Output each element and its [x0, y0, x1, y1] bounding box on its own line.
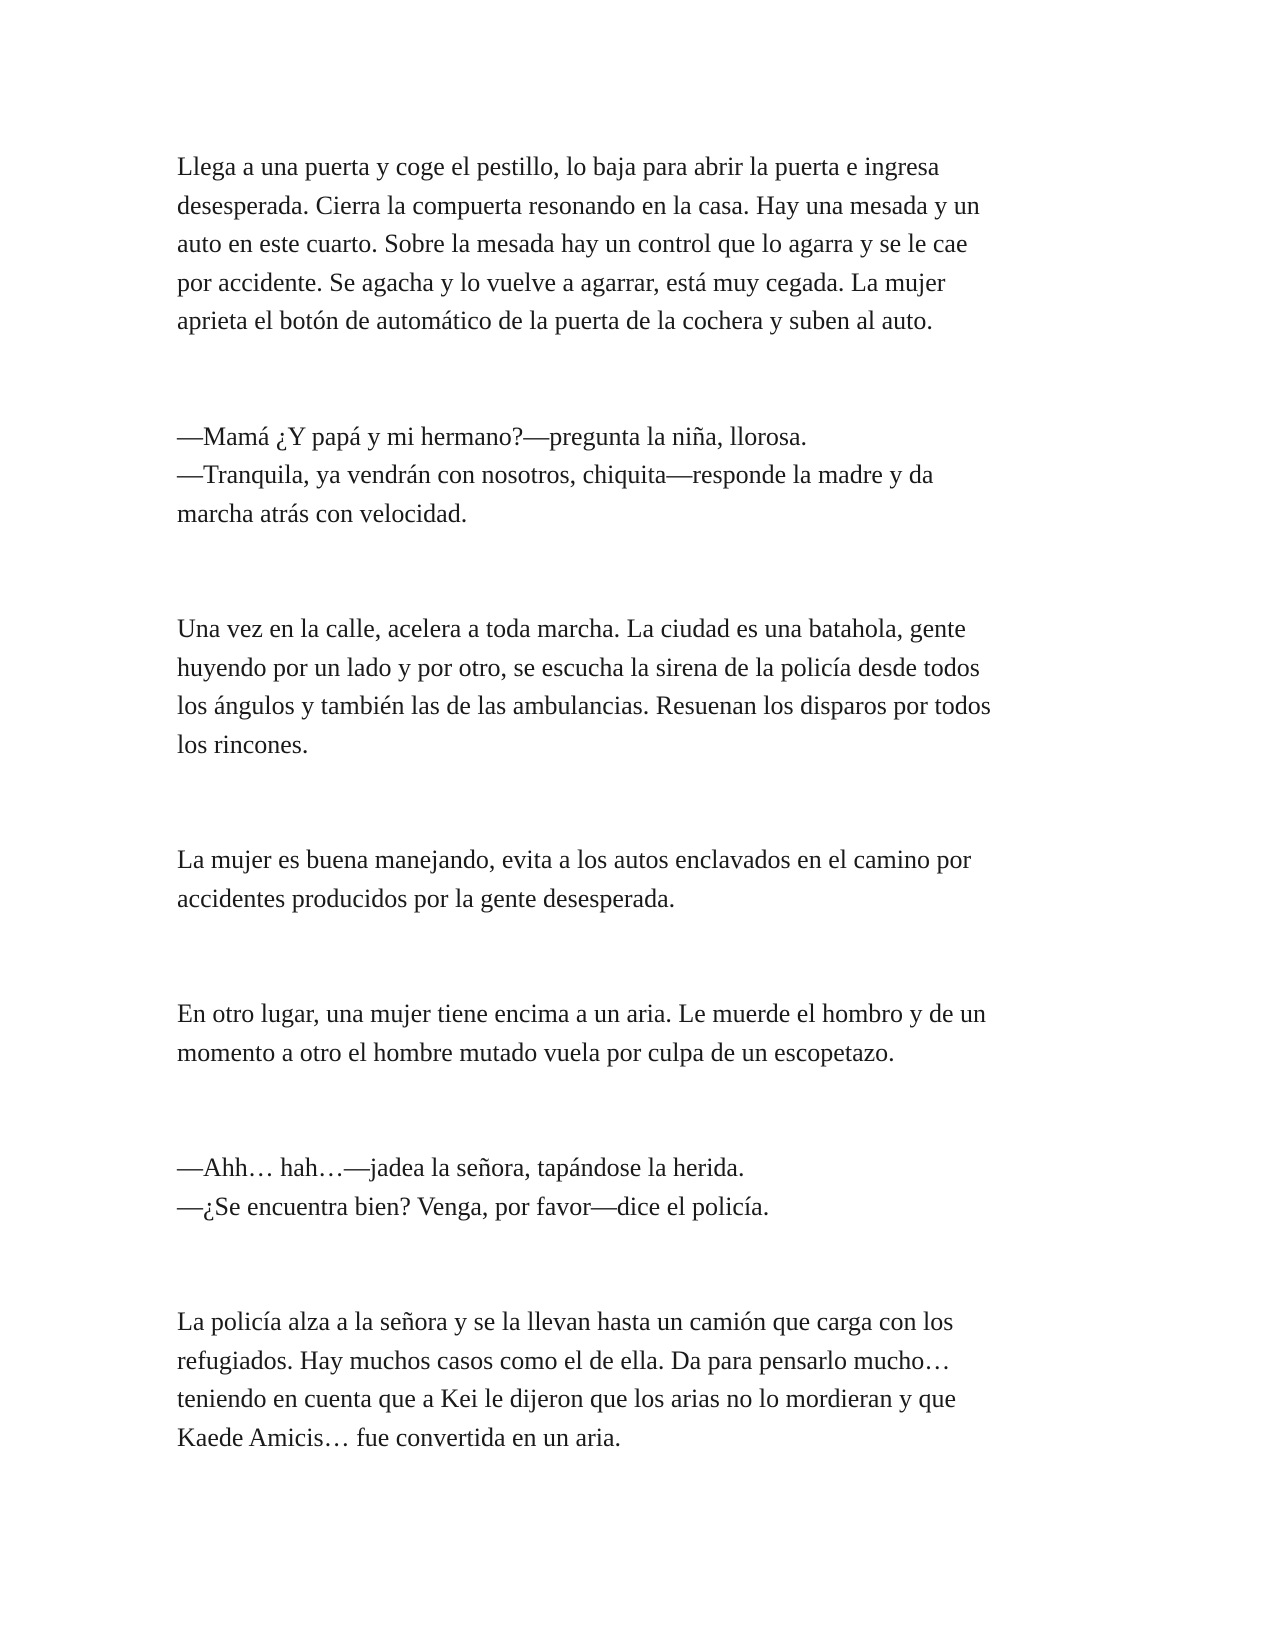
paragraph-3 [177, 610, 1107, 764]
text-line: huyendo por un lado y por otro, se escucha la sirena de la policía desde todos [177, 652, 980, 682]
text-line: La policía alza a la señora y se la llevan hasta un camión que carga con los [177, 1307, 954, 1336]
text-line: momento a otro el hombre mutado vuela por culpa de un escopetazo. [177, 1037, 895, 1067]
text-line: —Ahh… hah…—jadea la señora, tapándose la herida. [177, 1153, 745, 1182]
text-line: desesperada. Cierra la compuerta resonando en la casa. Hay una mesada y un [177, 190, 980, 220]
text-line: marcha atrás con velocidad. [177, 498, 468, 528]
paragraph-1 [177, 148, 1107, 341]
text-line: por accidente. Se agacha y lo vuelve a agarrar, está muy cegada. La mujer [177, 267, 946, 297]
paragraph-7 [177, 1303, 1107, 1457]
text-line: Kaede Amicis… fue convertida en un aria. [177, 1422, 621, 1452]
text-line: Una vez en la calle, acelera a toda marcha. La ciudad es una batahola, gente [177, 614, 966, 643]
text-line: los ángulos y también las de las ambulancias. Resuenan los disparos por todos [177, 691, 991, 720]
text-line: accidentes producidos por la gente desesperada. [177, 883, 676, 913]
paragraph-6 [177, 1149, 1107, 1226]
text-line: aprieta el botón de automático de la puerta de la cochera y suben al auto. [177, 306, 933, 335]
paragraph-5 [177, 995, 1107, 1072]
text-line: teniendo en cuenta que a Kei le dijeron que los arias no lo mordieran y que [177, 1384, 957, 1413]
text-line: En otro lugar, una mujer tiene encima a un aria. Le muerde el hombro y de un [177, 999, 986, 1028]
paragraph-2 [177, 418, 1107, 534]
text-line: auto en este cuarto. Sobre la mesada hay un control que lo agarra y se le cae [177, 229, 968, 258]
text-line: Llega a una puerta y coge el pestillo, lo baja para abrir la puerta e ingresa [177, 152, 940, 181]
text-line: La mujer es buena manejando, evita a los autos enclavados en el camino por [177, 845, 972, 874]
paragraph-4 [177, 841, 1107, 918]
body-text [177, 148, 1107, 1457]
text-line: los rincones. [177, 729, 309, 759]
text-line: —Mamá ¿Y papá y mi hermano?—pregunta la niña, llorosa. [177, 421, 808, 451]
text-line: refugiados. Hay muchos casos como el de ella. Da para pensarlo mucho… [177, 1345, 951, 1375]
text-line: —¿Se encuentra bien? Venga, por favor—dice el policía. [177, 1191, 770, 1221]
text-line: —Tranquila, ya vendrán con nosotros, chiquita—responde la madre y da [177, 460, 934, 489]
